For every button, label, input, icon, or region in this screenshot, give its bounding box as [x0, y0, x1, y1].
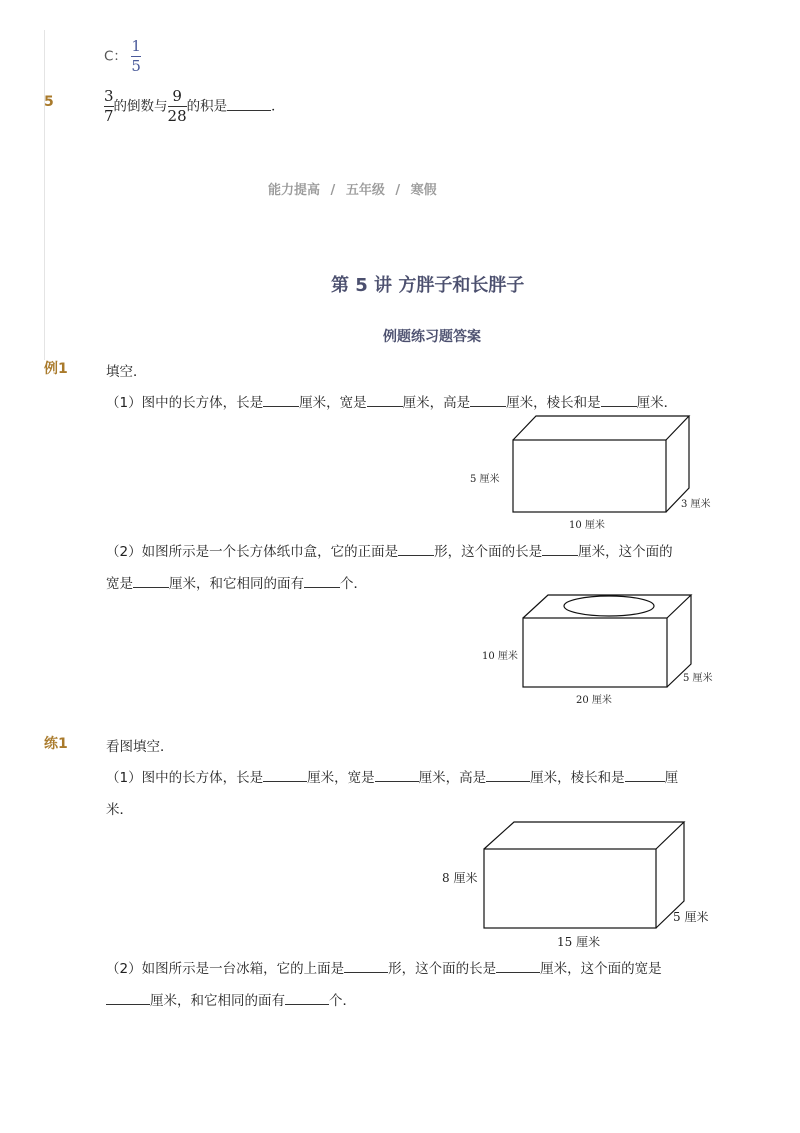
height-label: 8 厘米 [442, 871, 478, 885]
question-text: 厘 [664, 770, 679, 786]
answer-blank[interactable] [601, 394, 637, 407]
question-text: 厘米，棱长和是 [506, 395, 601, 411]
practice-intro: 看图填空． [106, 739, 174, 755]
breadcrumb [268, 179, 437, 198]
example-1-part-1 [106, 391, 677, 411]
cuboid-top-face [513, 416, 689, 440]
example-1-part-2 [106, 540, 673, 560]
page-title: 第 5 讲 方胖子和长胖子 [331, 275, 525, 296]
answer-blank[interactable] [542, 543, 578, 556]
breadcrumb-separator: / [395, 183, 401, 198]
box-front-face [523, 618, 667, 687]
example-intro: 填空． [106, 364, 147, 380]
practice-1-part-2 [106, 957, 662, 977]
question-text: 厘米，和它相同的面有 [169, 576, 304, 592]
tissue-box-figure [470, 590, 730, 710]
height-label: 10 厘米 [482, 651, 518, 662]
breadcrumb-item: 寒假 [410, 183, 437, 198]
fraction-denominator: 5 [131, 57, 141, 75]
answer-blank[interactable] [263, 394, 299, 407]
breadcrumb-item: 能力提高 [268, 183, 321, 198]
question-text: （1）图中的长方体，长是 [106, 395, 264, 411]
answer-blank[interactable] [470, 394, 506, 407]
question-5-text [104, 88, 285, 125]
question-text: 厘米，这个面的宽是 [540, 961, 662, 977]
question-text: 厘米，这个面的 [578, 544, 673, 560]
answer-blank[interactable] [486, 769, 530, 782]
option-c [104, 38, 141, 75]
practice-1-part-1 [106, 766, 678, 786]
answer-blank[interactable] [263, 769, 307, 782]
fraction-9-28 [168, 88, 187, 125]
practice-label: 练1 [44, 736, 68, 752]
question-text: 厘米，高是 [418, 770, 487, 786]
answer-blank[interactable] [344, 960, 388, 973]
question-text: 的积是 [186, 98, 228, 115]
fraction-numerator: 1 [131, 37, 141, 55]
cuboid-figure [460, 410, 730, 536]
cuboid-front-face [513, 440, 666, 512]
question-text: 形，这个面的长是 [388, 961, 497, 977]
practice-1-part-2-line-2 [106, 989, 356, 1009]
example-label: 例1 [44, 361, 68, 377]
question-text: 的倒数与 [113, 98, 168, 115]
height-label: 5 厘米 [470, 474, 500, 485]
length-label: 20 厘米 [576, 695, 612, 706]
answer-blank[interactable] [375, 769, 419, 782]
answer-blank[interactable] [496, 960, 540, 973]
cuboid-front-face [484, 849, 656, 928]
question-text: （2）如图所示是一台冰箱，它的上面是 [106, 961, 345, 977]
question-text: 厘米，宽是 [307, 770, 375, 786]
question-text: 宽是 [106, 576, 133, 592]
fraction-3-7 [104, 88, 114, 125]
answer-blank[interactable] [227, 98, 271, 111]
depth-label: 3 厘米 [681, 499, 711, 510]
question-text: 厘米，高是 [402, 395, 471, 411]
left-margin-rule [44, 30, 45, 360]
question-text: 厘米，和它相同的面有 [150, 993, 285, 1009]
depth-label: 5 厘米 [683, 673, 713, 684]
question-text: 形，这个面的长是 [434, 544, 543, 560]
question-text: （1）图中的长方体，长是 [106, 770, 264, 786]
question-text: 厘米． [636, 395, 678, 411]
cuboid-top-face [484, 822, 684, 849]
depth-label: 5 厘米 [673, 910, 709, 924]
cuboid-figure [430, 815, 730, 955]
example-1-part-2-line-2 [106, 572, 367, 592]
answer-blank[interactable] [398, 543, 434, 556]
breadcrumb-separator: / [330, 183, 336, 198]
cuboid-side-face [666, 416, 689, 512]
answer-blank[interactable] [304, 575, 340, 588]
box-top-face [523, 595, 691, 618]
answer-blank[interactable] [106, 992, 150, 1005]
length-label: 15 厘米 [557, 935, 601, 949]
answer-blank[interactable] [625, 769, 665, 782]
question-text: （2）如图所示是一个长方体纸巾盒，它的正面是 [106, 544, 399, 560]
answer-blank[interactable] [133, 575, 169, 588]
section-subtitle: 例题练习题答案 [383, 329, 481, 345]
question-text: 厘米，棱长和是 [530, 770, 625, 786]
question-text: 个． [340, 576, 367, 592]
option-c-fraction [131, 38, 141, 75]
tissue-opening-ellipse [564, 596, 654, 616]
answer-blank[interactable] [285, 992, 329, 1005]
question-text: ． [271, 98, 285, 115]
question-number: 5 [44, 94, 54, 110]
fraction-numerator: 9 [172, 87, 182, 105]
question-text: 厘米，宽是 [299, 395, 367, 411]
option-c-label: C： [104, 48, 127, 65]
answer-blank[interactable] [367, 394, 403, 407]
fraction-denominator: 28 [167, 107, 187, 125]
question-text: 个． [329, 993, 356, 1009]
breadcrumb-item: 五年级 [345, 183, 385, 198]
fraction-denominator: 7 [104, 107, 114, 125]
length-label: 10 厘米 [569, 520, 605, 531]
fraction-numerator: 3 [104, 87, 114, 105]
practice-1-part-1-line-2: 米． [106, 802, 133, 818]
